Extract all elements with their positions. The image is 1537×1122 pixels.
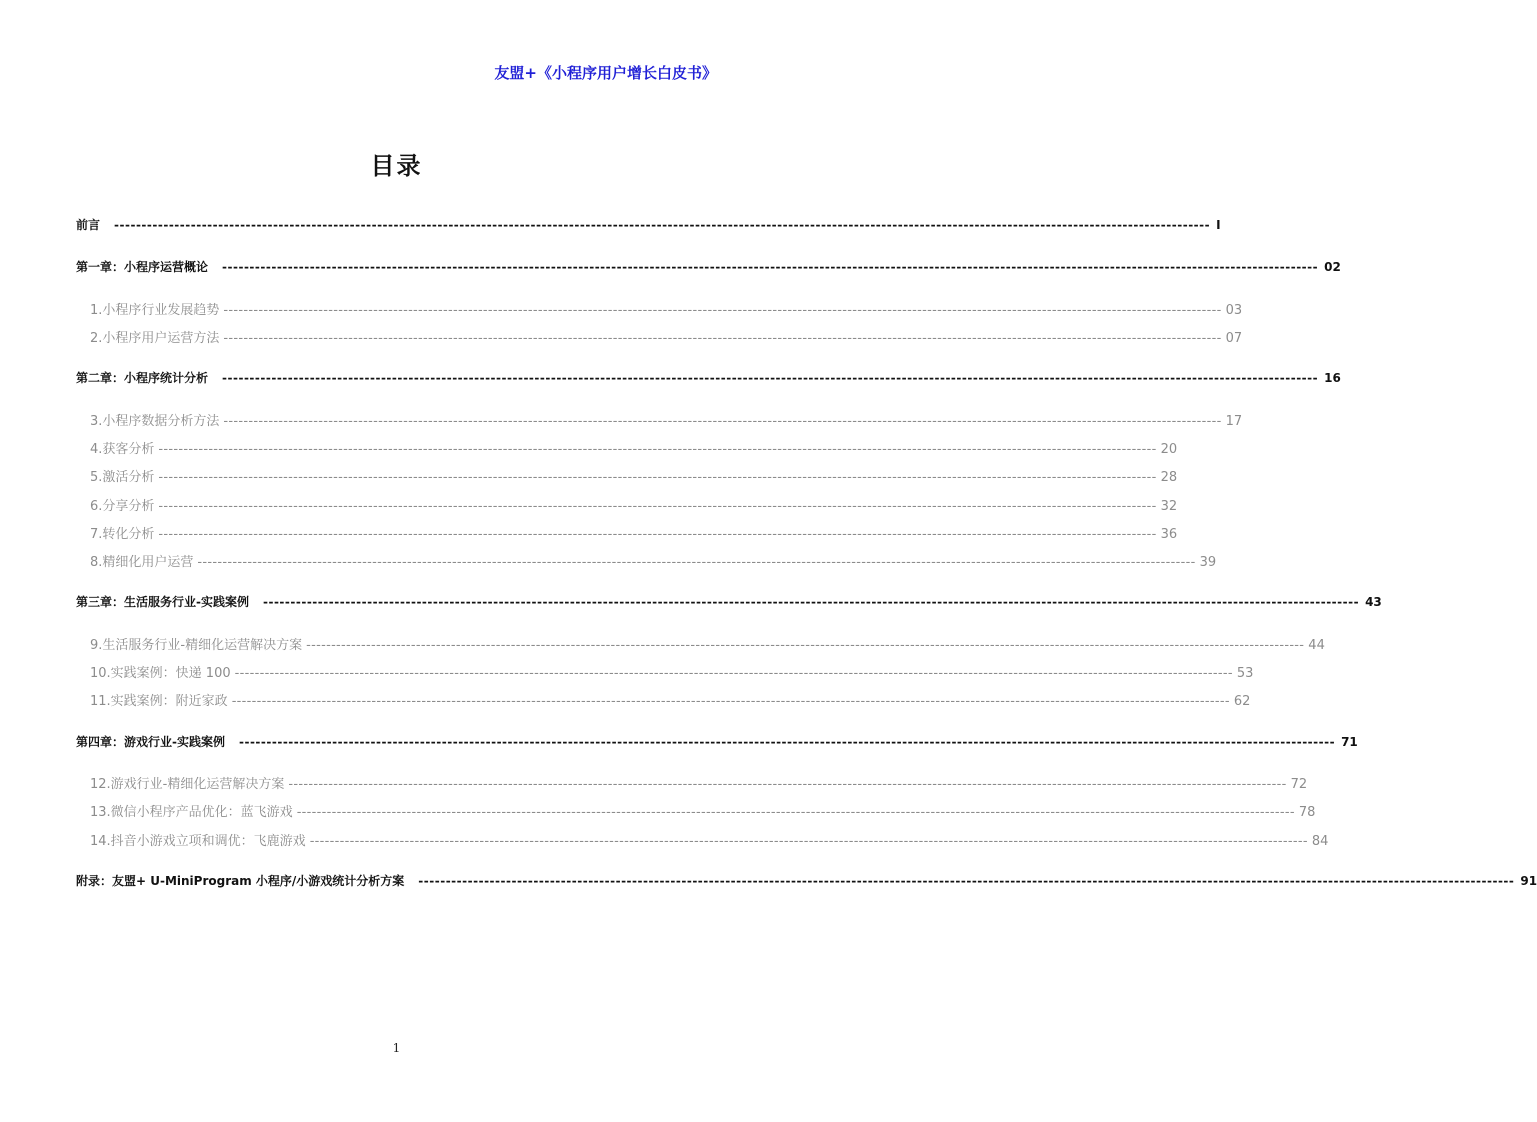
toc-entry-page: 07 bbox=[1225, 331, 1243, 346]
toc-entry-page: 72 bbox=[1290, 777, 1308, 792]
toc-entry-section-14[interactable] bbox=[90, 830, 1329, 849]
toc-entry-label: 2.小程序用户运营方法 bbox=[90, 331, 220, 346]
toc-dot-leader: -------------------------------------------------------------------------------------------------------------------------------------------------------------------------------------------------------- bbox=[238, 735, 1336, 749]
toc-entry-page: 20 bbox=[1160, 442, 1178, 457]
toc-dot-leader: -------------------------------------------------------------------------------------------------------------------------------------------------------------------------------------------------------- bbox=[158, 499, 1157, 514]
toc-entry-label: 前言 bbox=[76, 218, 101, 232]
toc-entry-label: 第三章：生活服务行业-实践案例 bbox=[76, 595, 249, 609]
toc-entry-section-12[interactable] bbox=[90, 773, 1308, 792]
toc-entry-section-5[interactable] bbox=[90, 466, 1178, 485]
page-number: 1 bbox=[392, 1041, 401, 1055]
toc-entry-label: 4.获客分析 bbox=[90, 442, 155, 457]
toc-entry-section-1[interactable] bbox=[90, 299, 1243, 318]
toc-entry-section-3[interactable] bbox=[90, 410, 1243, 429]
toc-entry-label: 附录：友盟+ U-MiniProgram 小程序/小游戏统计分析方案 bbox=[76, 874, 405, 888]
toc-dot-leader: -------------------------------------------------------------------------------------------------------------------------------------------------------------------------------------------------------- bbox=[158, 470, 1157, 485]
toc-entry-label: 11.实践案例：附近家政 bbox=[90, 694, 228, 709]
toc-entry-label: 8.精细化用户运营 bbox=[90, 555, 194, 570]
toc-entry-appendix[interactable] bbox=[76, 872, 1537, 889]
page-title: 目录 bbox=[370, 152, 423, 180]
toc-entry-page: 02 bbox=[1324, 260, 1341, 274]
toc-entry-label: 9.生活服务行业-精细化运营解决方案 bbox=[90, 638, 303, 653]
toc-entry-page: 43 bbox=[1365, 595, 1382, 609]
toc-entry-label: 12.游戏行业-精细化运营解决方案 bbox=[90, 777, 285, 792]
toc-entry-chapter-2[interactable] bbox=[76, 369, 1341, 386]
toc-dot-leader: -------------------------------------------------------------------------------------------------------------------------------------------------------------------------------------------------------- bbox=[222, 260, 1319, 274]
toc-dot-leader: -------------------------------------------------------------------------------------------------------------------------------------------------------------------------------------------------------- bbox=[114, 218, 1211, 232]
toc-dot-leader: -------------------------------------------------------------------------------------------------------------------------------------------------------------------------------------------------------- bbox=[234, 666, 1233, 681]
toc-entry-chapter-4[interactable] bbox=[76, 733, 1358, 750]
toc-entry-label: 1.小程序行业发展趋势 bbox=[90, 303, 220, 318]
toc-dot-leader: -------------------------------------------------------------------------------------------------------------------------------------------------------------------------------------------------------- bbox=[288, 777, 1287, 792]
toc-entry-section-13[interactable] bbox=[90, 801, 1316, 820]
toc-dot-leader: -------------------------------------------------------------------------------------------------------------------------------------------------------------------------------------------------------- bbox=[222, 371, 1319, 385]
toc-entry-section-2[interactable] bbox=[90, 327, 1243, 346]
toc-dot-leader: -------------------------------------------------------------------------------------------------------------------------------------------------------------------------------------------------------- bbox=[158, 442, 1157, 457]
toc-entry-label: 3.小程序数据分析方法 bbox=[90, 414, 220, 429]
toc-dot-leader: -------------------------------------------------------------------------------------------------------------------------------------------------------------------------------------------------------- bbox=[296, 805, 1295, 820]
toc-entry-label: 14.抖音小游戏立项和调优：飞鹿游戏 bbox=[90, 834, 306, 849]
toc-dot-leader: -------------------------------------------------------------------------------------------------------------------------------------------------------------------------------------------------------- bbox=[158, 527, 1157, 542]
toc-entry-label: 13.微信小程序产品优化：蓝飞游戏 bbox=[90, 805, 293, 820]
toc-entry-page: 84 bbox=[1311, 834, 1329, 849]
toc-entry-label: 10.实践案例：快递 100 bbox=[90, 666, 231, 681]
toc-entry-section-8[interactable] bbox=[90, 551, 1217, 570]
toc-entry-label: 第一章：小程序运营概论 bbox=[76, 260, 209, 274]
toc-entry-label: 7.转化分析 bbox=[90, 527, 155, 542]
toc-entry-label: 第二章：小程序统计分析 bbox=[76, 371, 209, 385]
toc-entry-section-11[interactable] bbox=[90, 690, 1251, 709]
toc-entry-label: 6.分享分析 bbox=[90, 499, 155, 514]
toc-entry-label: 第四章：游戏行业-实践案例 bbox=[76, 735, 225, 749]
toc-entry-page: 44 bbox=[1308, 638, 1325, 653]
toc-entry-page: 36 bbox=[1160, 527, 1178, 542]
toc-entry-page: I bbox=[1216, 218, 1221, 232]
toc-dot-leader: -------------------------------------------------------------------------------------------------------------------------------------------------------------------------------------------------------- bbox=[223, 331, 1222, 346]
toc-entry-section-4[interactable] bbox=[90, 438, 1178, 457]
toc-entry-page: 16 bbox=[1324, 371, 1341, 385]
toc-entry-page: 39 bbox=[1199, 555, 1217, 570]
toc-dot-leader: -------------------------------------------------------------------------------------------------------------------------------------------------------------------------------------------------------- bbox=[262, 595, 1360, 609]
toc-entry-page: 17 bbox=[1225, 414, 1243, 429]
document-header-title: 友盟+《小程序用户增长白皮书》 bbox=[494, 64, 717, 82]
toc-entry-page: 53 bbox=[1236, 666, 1254, 681]
toc-entry-page: 91 bbox=[1520, 874, 1537, 888]
toc-dot-leader: -------------------------------------------------------------------------------------------------------------------------------------------------------------------------------------------------------- bbox=[306, 638, 1305, 653]
toc-entry-section-7[interactable] bbox=[90, 523, 1178, 542]
toc-dot-leader: -------------------------------------------------------------------------------------------------------------------------------------------------------------------------------------------------------- bbox=[223, 414, 1222, 429]
toc-entry-chapter-1[interactable] bbox=[76, 258, 1341, 275]
toc-entry-section-9[interactable] bbox=[90, 634, 1325, 653]
toc-dot-leader: -------------------------------------------------------------------------------------------------------------------------------------------------------------------------------------------------------- bbox=[223, 303, 1222, 318]
toc-dot-leader: -------------------------------------------------------------------------------------------------------------------------------------------------------------------------------------------------------- bbox=[309, 834, 1308, 849]
toc-entry-page: 78 bbox=[1298, 805, 1316, 820]
toc-dot-leader: -------------------------------------------------------------------------------------------------------------------------------------------------------------------------------------------------------- bbox=[231, 694, 1230, 709]
toc-dot-leader: -------------------------------------------------------------------------------------------------------------------------------------------------------------------------------------------------------- bbox=[197, 555, 1196, 570]
toc-entry-preface[interactable] bbox=[76, 216, 1221, 233]
toc-entry-page: 32 bbox=[1160, 499, 1178, 514]
toc-entry-label: 5.激活分析 bbox=[90, 470, 155, 485]
toc-entry-page: 71 bbox=[1341, 735, 1358, 749]
toc-entry-page: 03 bbox=[1225, 303, 1243, 318]
toc-entry-page: 62 bbox=[1233, 694, 1251, 709]
toc-entry-section-10[interactable] bbox=[90, 662, 1254, 681]
toc-dot-leader: -------------------------------------------------------------------------------------------------------------------------------------------------------------------------------------------------------- bbox=[418, 874, 1515, 888]
toc-entry-section-6[interactable] bbox=[90, 495, 1178, 514]
toc-entry-chapter-3[interactable] bbox=[76, 593, 1382, 610]
toc-entry-page: 28 bbox=[1160, 470, 1178, 485]
